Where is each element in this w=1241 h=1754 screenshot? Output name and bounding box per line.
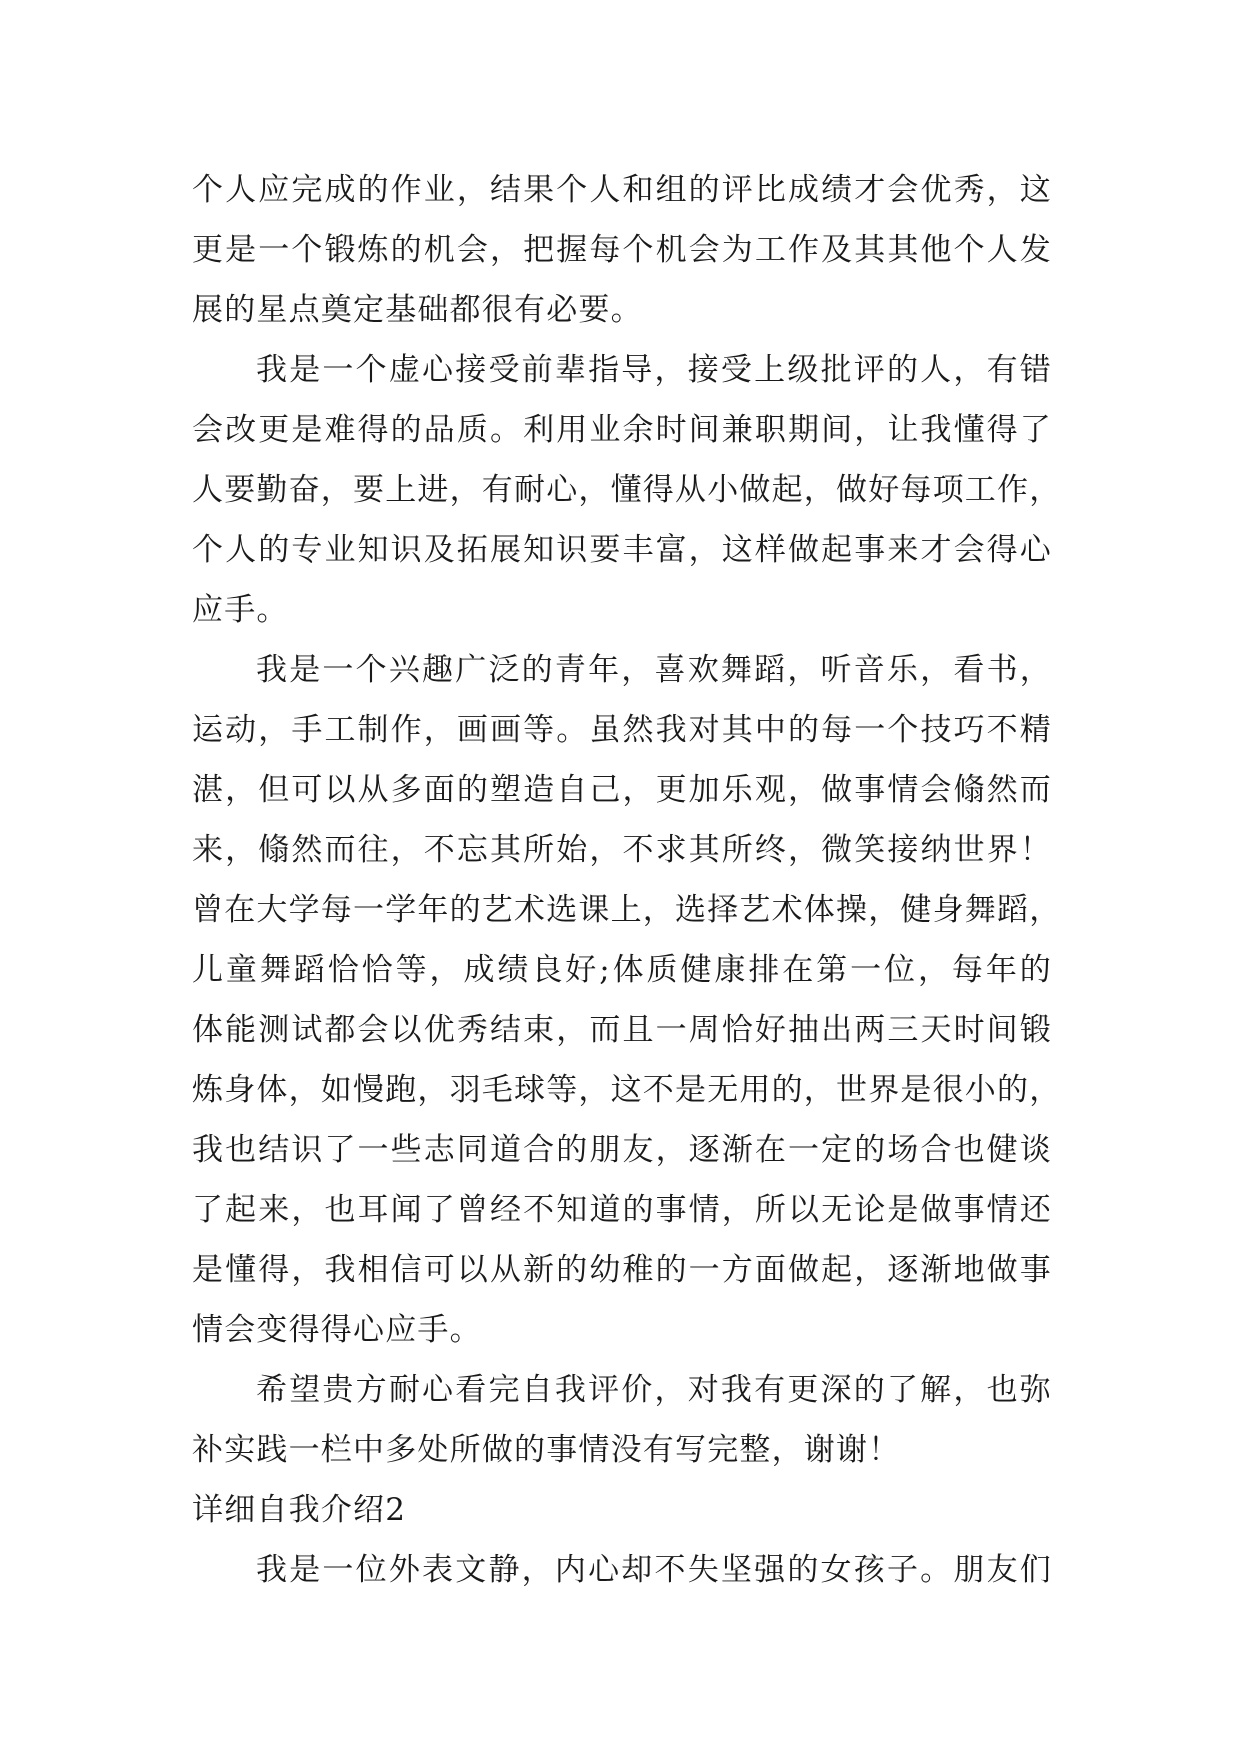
text-line: 我也结识了一些志同道合的朋友，逐渐在一定的场合也健谈 <box>192 1132 1052 1168</box>
paragraph-3 <box>192 640 1062 1360</box>
text-line: 是懂得，我相信可以从新的幼稚的一方面做起，逐渐地做事 <box>192 1252 1052 1288</box>
paragraph-4 <box>192 1360 1052 1480</box>
text-line: 展的星点奠定基础都很有必要。 <box>192 292 643 328</box>
paragraph-1 <box>192 160 1052 340</box>
text-line: 情会变得得心应手。 <box>192 1312 482 1348</box>
text-line: 更是一个锻炼的机会，把握每个机会为工作及其其他个人发 <box>192 232 1052 268</box>
document-body <box>192 160 1062 1600</box>
text-line: 曾在大学每一学年的艺术选课上，选择艺术体操，健身舞蹈， <box>192 892 1062 928</box>
text-line: 我是一个虚心接受前辈指导，接受上级批评的人，有错 <box>256 352 1052 388</box>
text-line: 炼身体，如慢跑，羽毛球等，这不是无用的，世界是很小的， <box>192 1072 1062 1108</box>
text-line: 湛，但可以从多面的塑造自己，更加乐观，做事情会翛然而 <box>192 772 1052 808</box>
text-line: 希望贵方耐心看完自我评价，对我有更深的了解，也弥 <box>256 1372 1052 1408</box>
text-line: 应手。 <box>192 592 289 628</box>
paragraph-5 <box>192 1540 1052 1600</box>
text-line: 了起来，也耳闻了曾经不知道的事情，所以无论是做事情还 <box>192 1192 1052 1228</box>
paragraph-2 <box>192 340 1062 640</box>
text-line: 体能测试都会以优秀结束，而且一周恰好抽出两三天时间锻 <box>192 1012 1052 1048</box>
text-line: 个人应完成的作业，结果个人和组的评比成绩才会优秀，这 <box>192 172 1052 208</box>
text-line: 会改更是难得的品质。利用业余时间兼职期间，让我懂得了 <box>192 412 1052 448</box>
text-line: 补实践一栏中多处所做的事情没有写完整，谢谢！ <box>192 1432 901 1468</box>
text-line: 运动，手工制作，画画等。虽然我对其中的每一个技巧不精 <box>192 712 1052 748</box>
text-line: 来，翛然而往，不忘其所始，不求其所终，微笑接纳世界！ <box>192 832 1052 868</box>
text-line: 我是一个兴趣广泛的青年，喜欢舞蹈，听音乐，看书， <box>256 652 1052 688</box>
text-line: 个人的专业知识及拓展知识要丰富，这样做起事来才会得心 <box>192 532 1052 568</box>
text-line: 我是一位外表文静，内心却不失坚强的女孩子。朋友们 <box>256 1552 1052 1588</box>
text-line: 人要勤奋，要上进，有耐心，懂得从小做起，做好每项工作， <box>192 472 1062 508</box>
text-line: 儿童舞蹈恰恰等，成绩良好;体质健康排在第一位，每年的 <box>192 952 1052 988</box>
section-heading: 详细自我介绍2 <box>192 1492 407 1528</box>
